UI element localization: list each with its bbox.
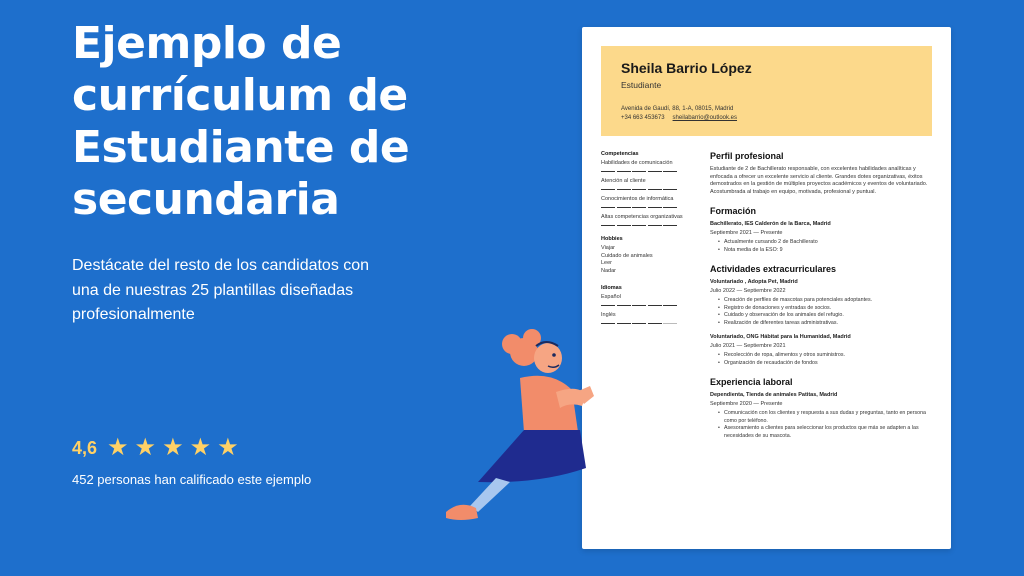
face-shape [534,343,562,373]
hobbies-heading: Hobbies [601,236,623,242]
student-illustration [440,322,600,528]
section-title: Perfil profesional [710,151,784,161]
list-item: • Organización de recaudación de fondos [718,360,932,368]
hobby-item: Nadar [601,267,616,274]
rating-count: 452 personas han calificado este ejemplo [72,472,312,487]
resume-phone: +34 663 453673 [621,115,665,121]
bullet-list [710,239,932,254]
leg-shape [470,478,510,512]
bullet-list [710,410,932,440]
bullet-list [710,352,932,367]
eye-shape [552,353,556,357]
skill-label: Habilidades de comunicación [601,160,673,166]
section-title: Formación [710,206,757,216]
hobby-item: Viajar [601,245,615,251]
bullet-list [710,297,932,327]
section-title: Actividades extracurriculares [710,264,837,274]
list-item: • Realización de diferentes tareas administrativas. [718,320,932,328]
entry-date: Septiembre 2020 — Presente [710,401,783,407]
list-item: • Recolección de ropa, alimentos y otros suministros. [718,352,932,360]
resume-role: Estudiante [621,80,662,90]
hobby-item: Cuidado de animales [601,252,653,259]
skill-level-bar [601,207,691,209]
star-icon[interactable]: ★ [107,434,129,461]
skills-section [601,151,691,226]
list-item: • Actualmente cursando 2 de Bachillerato [718,239,932,247]
page-subtitle: Destácate del resto de los candidatos con una de nuestras 25 plantillas diseñadas profesionalmente [72,257,370,323]
languages-section [601,285,691,324]
entry-title: Dependienta, Tienda de animales Patitas, Madrid [710,392,838,398]
skirt-shape [478,430,586,482]
hair-shape [502,334,522,354]
resume-sidebar [601,151,691,334]
skill-label: Atención al cliente [601,178,646,184]
star-icon[interactable]: ★ [134,434,157,461]
rating-value: 4,6 [72,437,98,458]
entry-date: Septiembre 2021 — Presente [710,230,783,236]
list-item: • Registro de donaciones y entradas de socios. [718,305,932,313]
shoe-shape [446,505,478,520]
resume-address: Avenida de Gaudí, 88, 1-A, 08015, Madrid [621,106,734,112]
hobbies-section [601,236,691,275]
page-title: Ejemplo de currículum de Estudiante de secundaria [72,18,410,225]
experience-section [710,377,932,440]
list-item: • Cuidado y observación de los animales del refugio. [718,312,932,320]
profile-section [710,151,932,196]
skill-level-bar [601,225,691,227]
skill-level-bar [601,171,691,173]
list-item: • Nota media de la ESO: 9 [718,247,932,255]
star-icon[interactable]: ★ [189,434,212,461]
language-level-bar [601,323,691,325]
language-level-bar [601,305,691,307]
rating-row [72,436,239,460]
languages-heading: Idiomas [601,285,622,291]
resume-preview[interactable] [582,27,951,549]
entry-date: Julio 2021 — Septiembre 2021 [710,343,786,349]
skill-level-bar [601,189,691,191]
entry-title: Voluntariado , Adopta Pet, Madrid [710,279,798,285]
language-label: Español [601,294,621,300]
list-item: • Asesoramiento a clientes para seleccionar los productos que más se adapten a las necesidades de su mascota. [718,425,932,440]
hobby-item: Leer [601,260,613,266]
resume-header [601,46,932,136]
entry-title: Voluntariado, ONG Hábitat para la Humanidad, Madrid [710,334,851,340]
education-section [710,206,932,254]
skill-label: Altas competencias organizativas [601,214,683,220]
skills-heading: Competencias [601,151,639,157]
language-label: Inglés [601,312,616,318]
star-icon[interactable]: ★ [162,434,184,461]
activities-section [710,264,932,367]
resume-name: Sheila Barrio López [621,60,752,76]
entry-title: Bachillerato, IES Calderón de la Barca, Madrid [710,221,831,227]
resume-contact [621,115,737,121]
star-icon[interactable]: ★ [217,434,239,461]
resume-main [710,151,932,450]
sweater-shape [520,376,578,438]
list-item: • Comunicación con los clientes y respuesta a sus dudas y preguntas, tanto en persona como por teléfono. [718,410,932,425]
resume-email: sheilabarrio@outlook.es [672,115,738,121]
section-title: Experiencia laboral [710,377,793,387]
entry-date: Julio 2022 — Septiembre 2022 [710,288,786,294]
list-item: • Creación de perfiles de mascotas para potenciales adoptantes. [718,297,932,305]
profile-text: Estudiante de 2 de Bachillerato responsable, con excelentes habilidades analíticas y enfocada a ofrecer un excelente servicio al cliente. Grandes dotes organizativas, éxitos demostrados en la gestión de múltiples proyectos académicos y eventos de voluntariado. Acostumbrada al trabajo en equipo, motivada, profesional y puntual. [710,166,928,195]
skill-label: Conocimientos de informática [601,196,674,202]
